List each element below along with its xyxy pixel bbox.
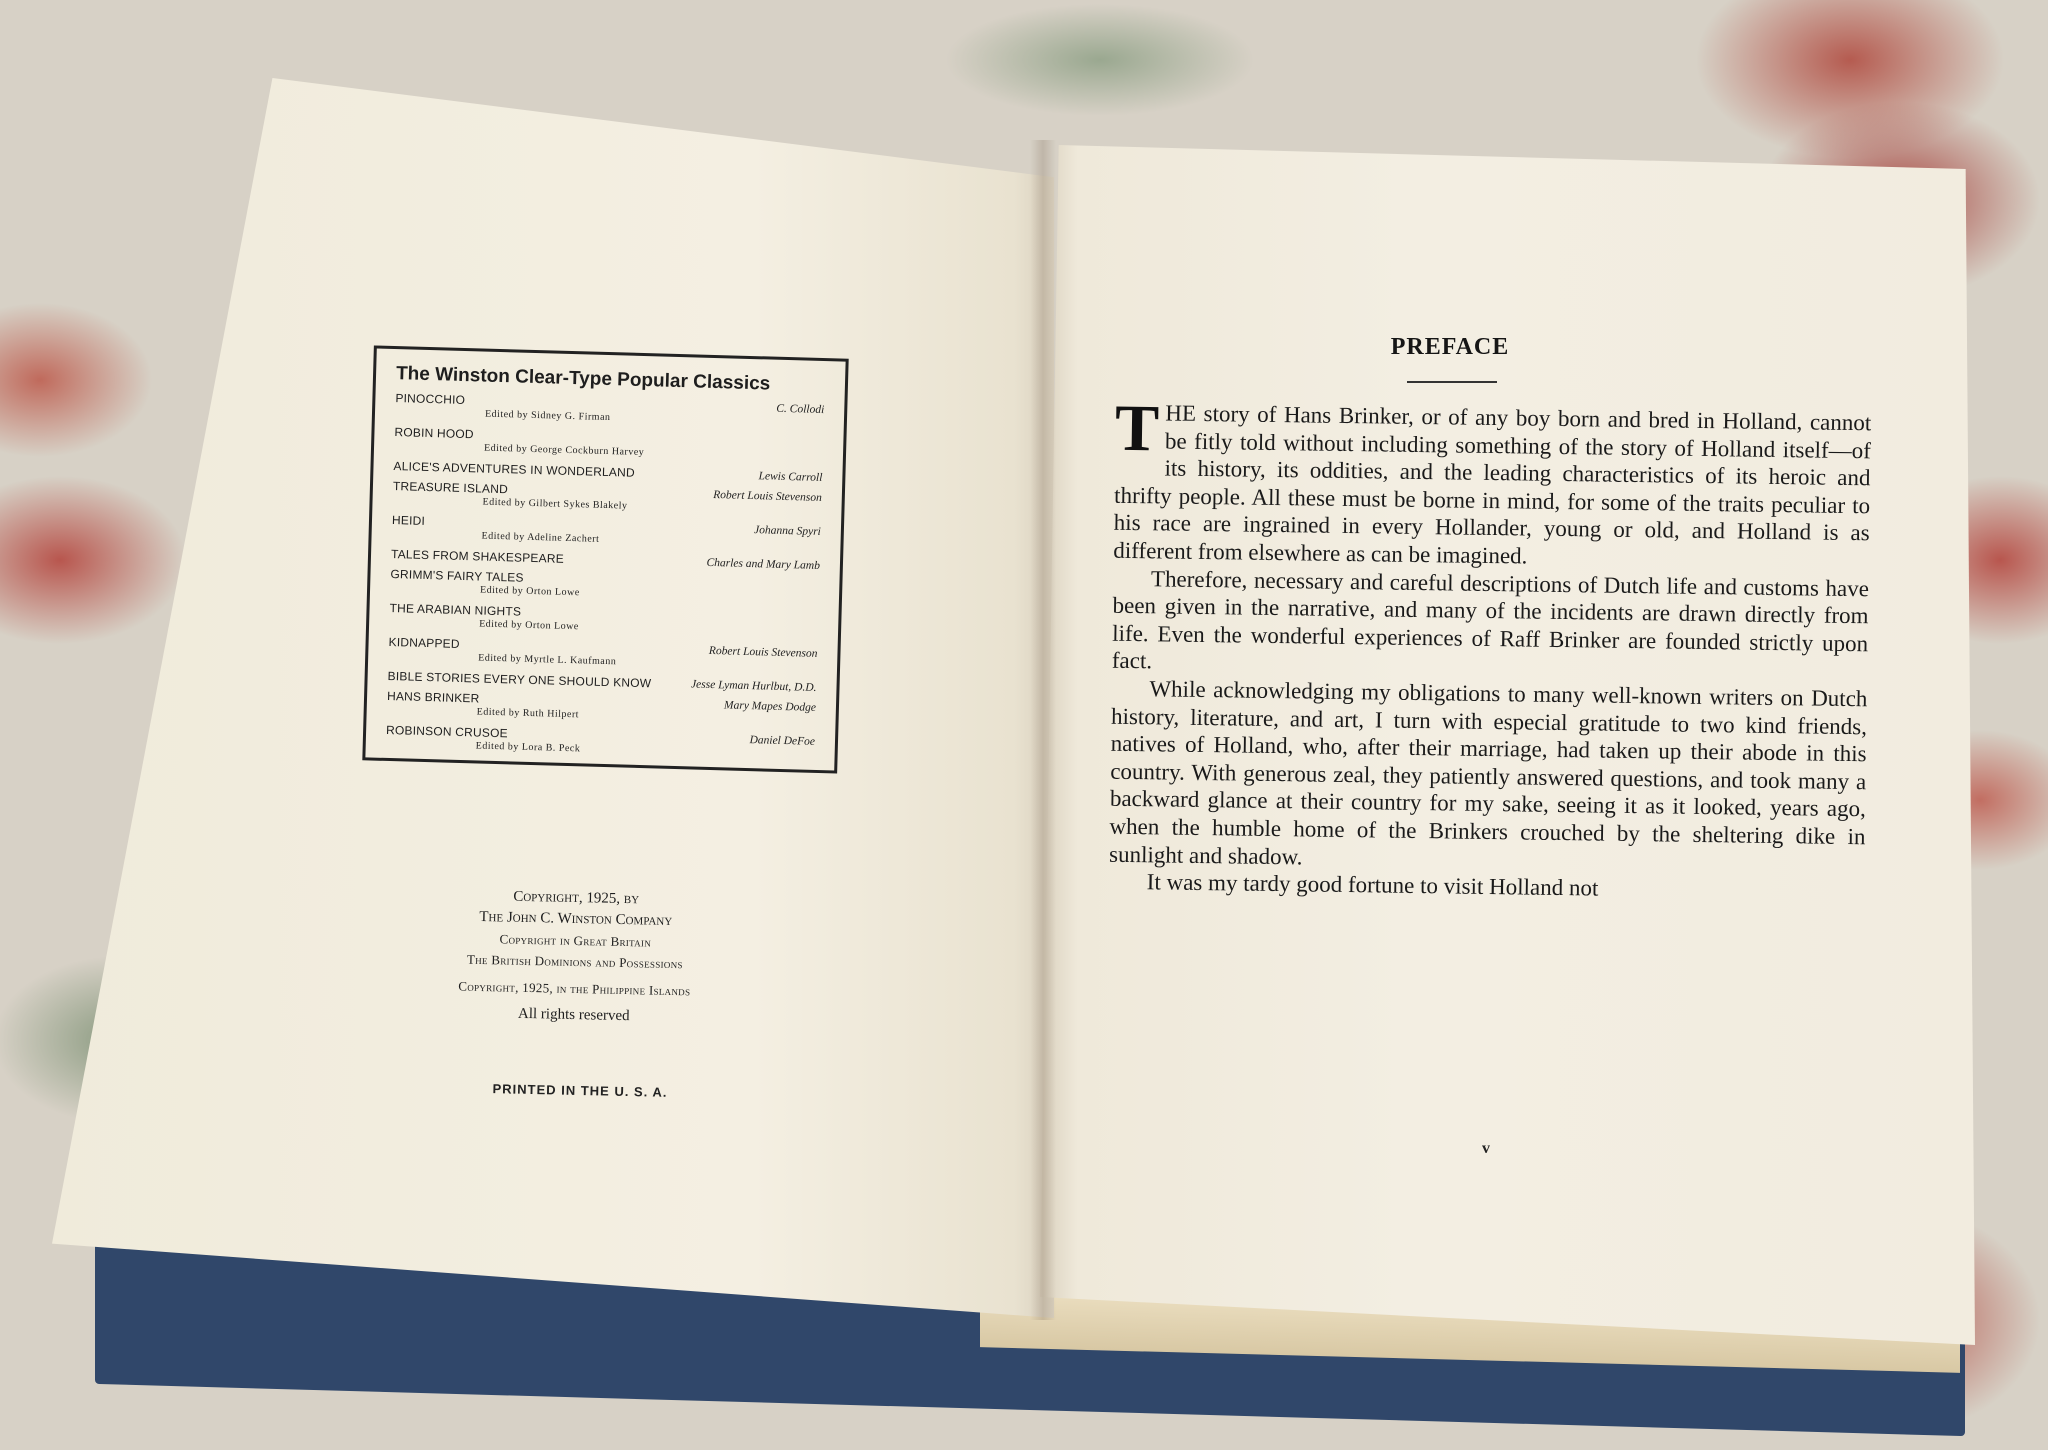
series-entry — [395, 391, 825, 431]
series-entry — [394, 425, 824, 465]
series-title: The Winston Clear-Type Popular Classics — [395, 363, 771, 395]
rights-reserved: All rights reserved — [517, 1005, 630, 1025]
entry-title: ALICE'S ADVENTURES IN WONDERLAND — [393, 459, 636, 480]
preface-paragraph — [1113, 391, 1872, 575]
copyright-line: Copyright in Great Britain — [499, 931, 652, 950]
preface-paragraph: It was my tardy good fortune to visit Holland not — [1146, 869, 1599, 901]
entry-author: Robert Louis Stevenson — [713, 488, 822, 505]
preface-body — [1108, 391, 1872, 906]
preface-paragraph: While acknowledging my obligations to many well-known writers on Dutch history, literature, and art, I turn with especial gratitude to two kind friends, natives of Holland, who, after their marriage, had taken up their abode in this country. With generous zeal, they patiently answered questions, and took many a backward glance at their country for my sake, seeing it as it looked, years ago, when the humble home of the Brinkers crouched by the sheltering dike in sunlight and shadow. — [1108, 676, 1868, 869]
entry-editor: Edited by Myrtle L. Kaufmann — [478, 652, 617, 668]
entry-title: ROBIN HOOD — [394, 425, 474, 442]
entry-title: HANS BRINKER — [386, 688, 480, 706]
preface-heading: PREFACE — [1390, 334, 1510, 360]
entry-author: Mary Mapes Dodge — [723, 699, 817, 714]
series-entry — [389, 601, 819, 641]
entry-editor: Edited by Orton Lowe — [479, 584, 580, 599]
entry-author: Lewis Carroll — [758, 470, 823, 485]
entry-author: C. Collodi — [776, 402, 825, 417]
series-entry — [387, 689, 817, 729]
series-entry — [391, 513, 821, 553]
entry-title: HEIDI — [391, 513, 426, 528]
copyright-line: Copyright, 1925, in the Philippine Islands — [458, 978, 691, 999]
entry-title: TREASURE ISLAND — [392, 479, 509, 497]
entry-title: GRIMM'S FAIRY TALES — [390, 567, 524, 585]
entry-author: Robert Louis Stevenson — [708, 644, 818, 660]
entry-editor: Edited by Orton Lowe — [478, 618, 579, 633]
series-entry — [386, 723, 816, 763]
entry-editor: Edited by Lora B. Peck — [475, 740, 581, 755]
preface-paragraph: Therefore, necessary and careful descriptions of Dutch life and customs have been given in the narrative, and many of the incidents are drawn directly from life. Even the wonderful experiences of Raff Brinker are founded strictly upon fact. — [1111, 565, 1870, 674]
entry-author: Daniel DeFoe — [749, 734, 816, 748]
entry-title: BIBLE STORIES EVERY ONE SHOULD KNOW — [387, 668, 652, 691]
series-entry — [392, 479, 822, 519]
entry-editor: Edited by George Cockburn Harvey — [483, 442, 645, 459]
entry-title: ROBINSON CRUSOE — [385, 722, 508, 741]
drop-cap: T — [1114, 391, 1160, 466]
entry-title: KIDNAPPED — [388, 634, 460, 651]
entry-editor: Edited by Ruth Hilpert — [476, 706, 580, 721]
entry-author: Charles and Mary Lamb — [706, 556, 821, 572]
entry-title: PINOCCHIO — [395, 391, 466, 408]
series-list-box — [362, 345, 848, 773]
entry-title: THE ARABIAN NIGHTS — [389, 600, 522, 619]
copyright-line: The John C. Winston Company — [479, 908, 673, 930]
paragraph-text: HE story of Hans Brinker, or of any boy born and bred in Holland, cannot be fitly told without including something of the story of Holland itself—of its history, its oddities, and the leading characteristics of its heroic and thrifty people. All these must be borne in mind, for some of the traits peculiar to his race are ingrained in every Hollander, young or old, and Holland is as different from elsewhere as can be imagined. — [1113, 400, 1872, 569]
book-gutter — [1030, 140, 1056, 1320]
printed-in-label: PRINTED IN THE U. S. A. — [492, 1081, 668, 1100]
heading-rule — [1407, 381, 1497, 383]
page-number: v — [1482, 1140, 1490, 1157]
entry-editor: Edited by Sidney G. Firman — [484, 408, 611, 424]
entry-author: Johanna Spyri — [753, 524, 822, 538]
series-entries — [386, 391, 825, 763]
series-entry — [390, 567, 820, 607]
entry-editor: Edited by Gilbert Sykes Blakely — [482, 496, 628, 512]
series-entry — [388, 635, 818, 675]
entry-editor: Edited by Adeline Zachert — [481, 530, 600, 545]
entry-author: Jesse Lyman Hurlbut, D.D. — [690, 678, 817, 694]
copyright-line: Copyright, 1925, by — [513, 888, 640, 908]
copyright-block — [389, 884, 762, 1030]
copyright-line: The British Dominions and Possessions — [466, 951, 683, 972]
entry-title: TALES FROM SHAKESPEARE — [390, 547, 565, 566]
